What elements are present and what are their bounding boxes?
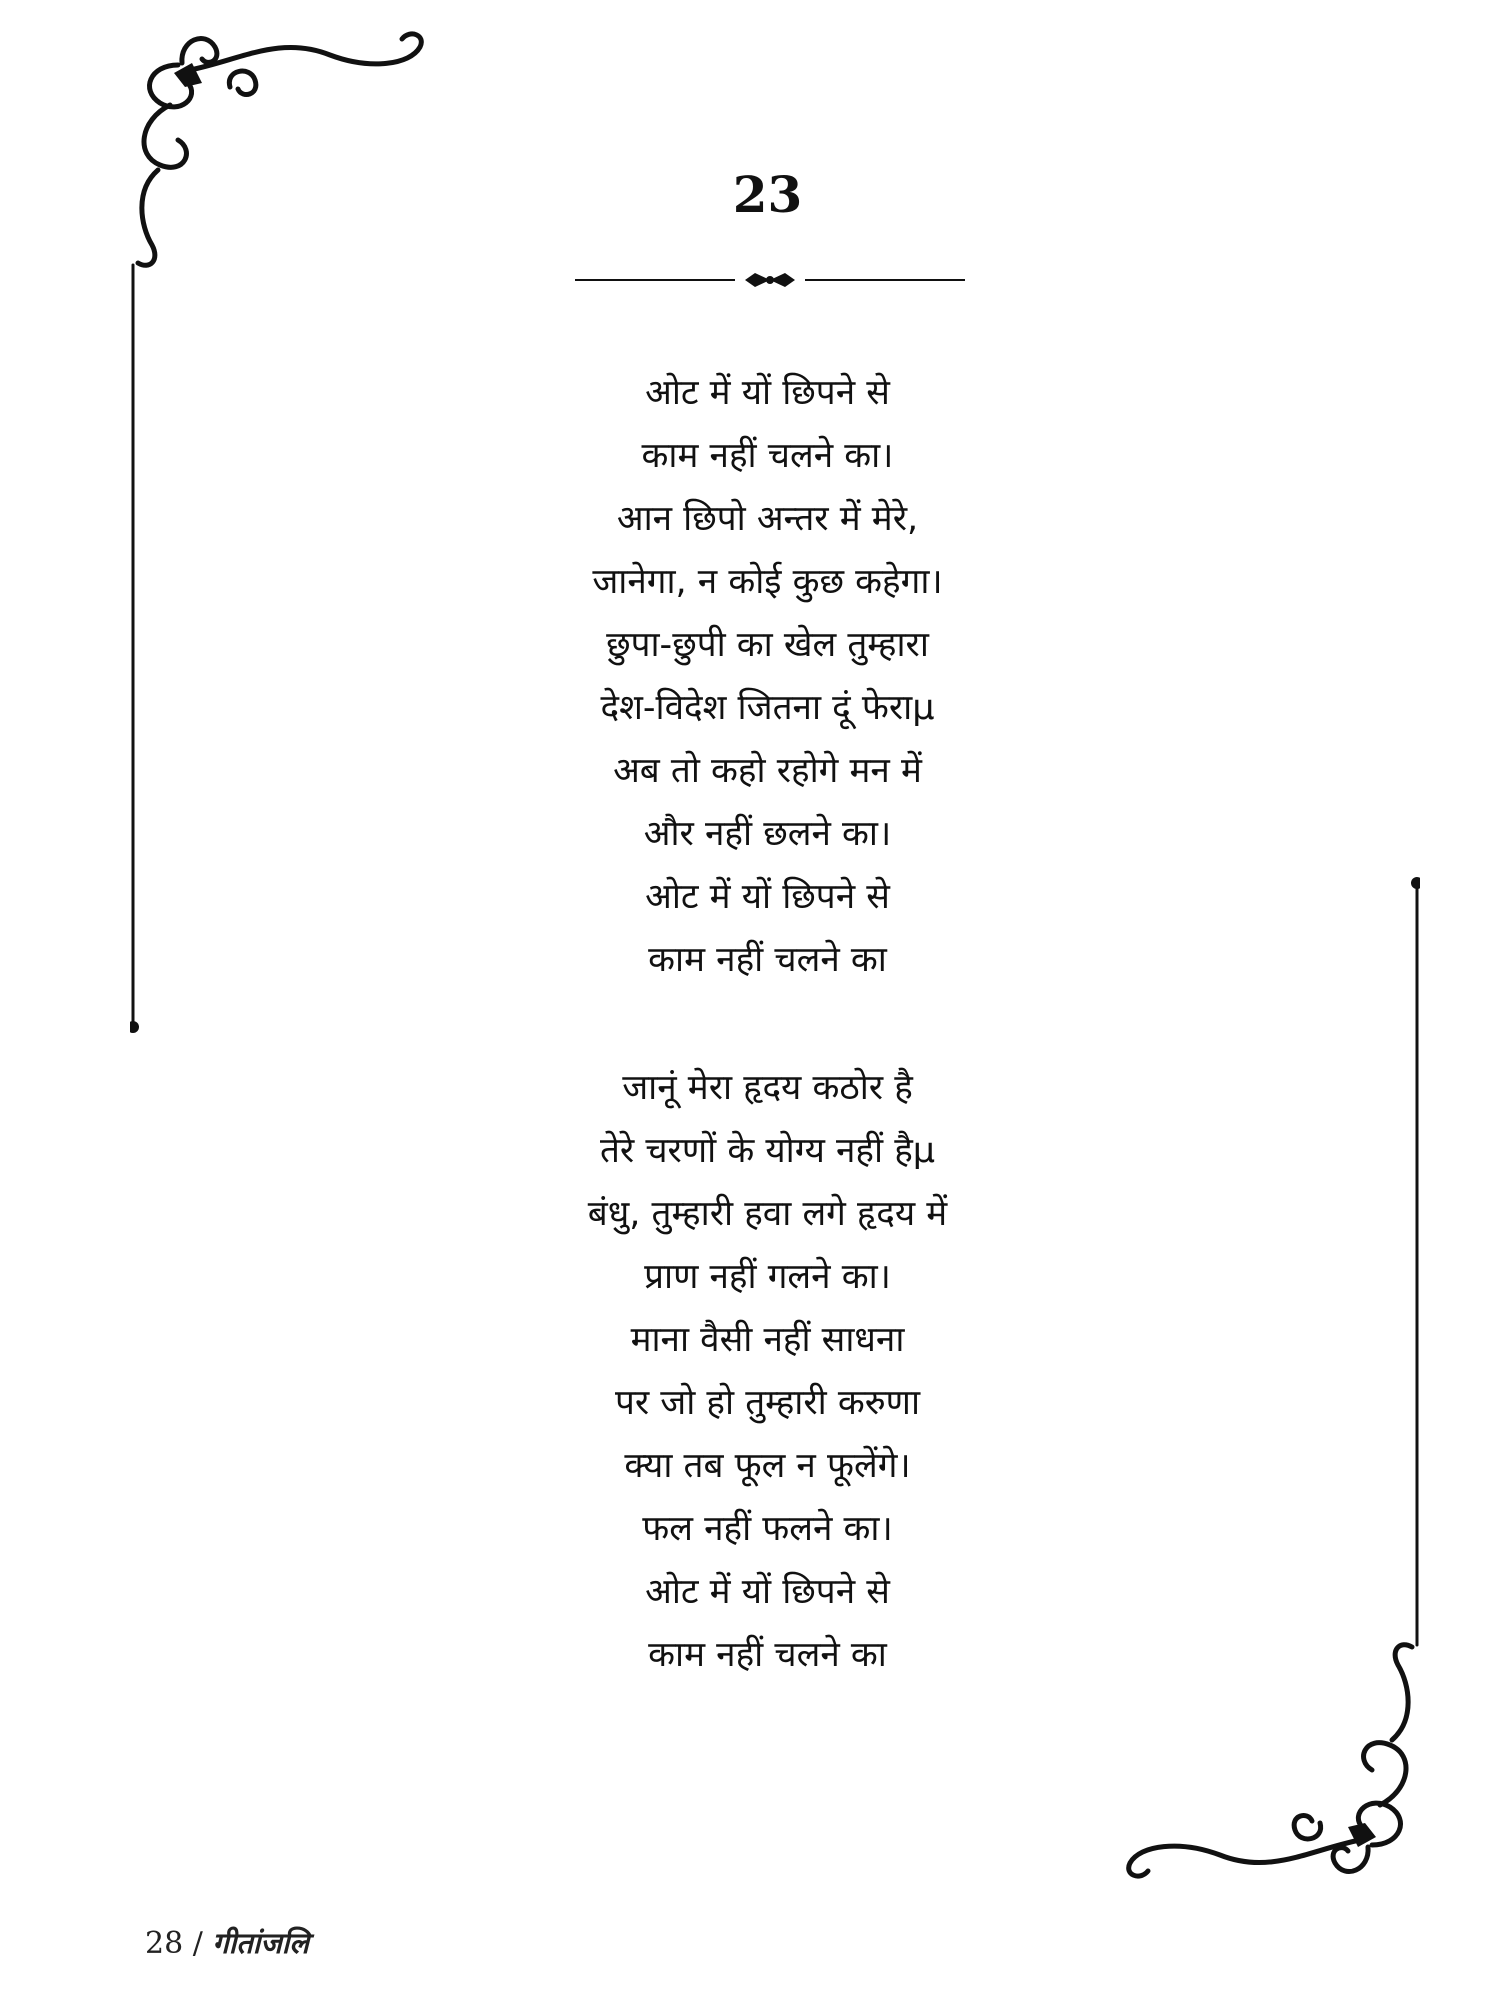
poem-line: बंधु, तुम्हारी हवा लगे हृदय में <box>587 1194 948 1234</box>
poem-stanza-1 <box>480 362 1055 992</box>
poem-line: जानेगा, न कोई कुछ कहेगा। <box>592 562 943 602</box>
poem-line: ओट में यों छिपने से <box>645 373 890 413</box>
poem-stanza-2 <box>480 1057 1055 1687</box>
corner-ornament-bottom-right-icon <box>1120 875 1420 1885</box>
scroll-divider-icon <box>575 268 965 292</box>
poem-line: पर जो हो तुम्हारी करुणा <box>614 1383 921 1423</box>
footer-separator: / <box>192 1926 203 1961</box>
poem-line: काम नहीं चलने का <box>648 940 887 980</box>
page-footer <box>145 1925 309 1962</box>
poem-line: और नहीं छलने का। <box>643 814 892 854</box>
poem-line: काम नहीं चलने का। <box>641 436 894 476</box>
poem-line: ओट में यों छिपने से <box>645 877 890 917</box>
poem-line: फल नहीं फलने का। <box>642 1509 893 1549</box>
poem-line: ओट में यों छिपने से <box>645 1572 890 1612</box>
poem-line: आन छिपो अन्तर में मेरे, <box>616 499 919 539</box>
book-title: गीतांजलि <box>212 1926 309 1960</box>
chapter-number: 23 <box>732 165 803 224</box>
poem-line: काम नहीं चलने का <box>648 1635 887 1675</box>
poem-line: माना वैसी नहीं साधना <box>630 1320 905 1360</box>
poem-line: अब तो कहो रहोगे मन में <box>613 751 922 791</box>
poem-line: प्राण नहीं गलने का। <box>644 1257 891 1297</box>
poem-line: क्या तब फूल न फूलेंगे। <box>624 1446 911 1486</box>
poem-line: तेरे चरणों के योग्य नहीं हैμ <box>599 1131 936 1171</box>
poem-line: जानूं मेरा हृदय कठोर है <box>622 1068 913 1108</box>
page-number: 28 <box>145 1926 184 1961</box>
poem-line: देश-विदेश जितना दूं फेराμ <box>600 688 935 728</box>
poem-line: छुपा-छुपी का खेल तुम्हारा <box>606 625 929 665</box>
